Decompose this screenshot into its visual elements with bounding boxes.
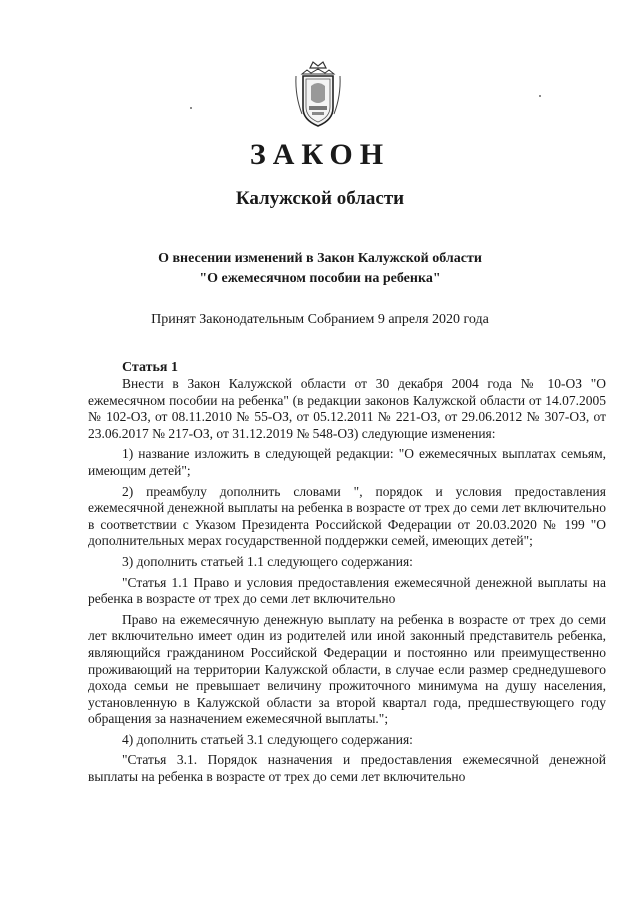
scan-speck <box>190 107 192 109</box>
paragraph-item-1: 1) название изложить в следующей редакции: "О ежемесячных выплатах семьям, имеющим детей"; <box>88 446 606 478</box>
paragraph-item-4: 4) дополнить статьей 3.1 следующего содержания: <box>122 731 413 747</box>
coat-of-arms-emblem <box>293 60 343 128</box>
article-body <box>88 376 606 790</box>
adoption-note: Принят Законодательным Собранием 9 апреля 2020 года <box>151 312 489 327</box>
paragraph-item-3: 3) дополнить статьей 1.1 следующего содержания: <box>122 553 413 569</box>
paragraph-article-3-1-heading: "Статья 3.1. Порядок назначения и предоставления ежемесячной денежной выплаты на ребенка в возрасте от трех до семи лет включительно <box>88 752 606 785</box>
paragraph-article-1-1-text: Право на ежемесячную денежную выплату на ребенка в возрасте от трех до семи лет включительно имеет один из родителей или иной законный представитель ребенка, являющийся гражданином Российской Федерации и постоянно или преимущественно проживающий на территории Калужской области, в случае если размер среднедушевого дохода семьи не превышает величину прожиточного минимума на душу населения, установленную в Калужской области за второй квартал года, предшествующего году обращения за назначением ежемесячной выплаты."; <box>88 611 606 727</box>
scan-speck <box>539 95 541 97</box>
law-subject <box>0 249 640 289</box>
paragraph-item-2: 2) преамбулу дополнить словами ", порядок и условия предоставления ежемесячной денежной выплаты на ребенка в возрасте от трех до семи лет включительно в соответствии с Указом Президента Российской Федерации от 20.03.2020 № 199 "О дополнительных мерах государственной поддержки семей, имеющих детей"; <box>88 483 606 549</box>
document-title: ЗАКОН <box>249 138 391 171</box>
paragraph-intro: Внести в Закон Калужской области от 30 декабря 2004 года № 10-ОЗ "О ежемесячном пособии на ребенка" (в редакции законов Калужской области от 14.07.2005 № 102-ОЗ, от 08.11.2010 № 55-ОЗ, от 05.12.2011 № 221-ОЗ, от 29.06.2012 № 307-ОЗ, от 23.06.2017 № 217-ОЗ, от 31.12.2019 № 548-ОЗ) следующие изменения: <box>88 376 606 441</box>
document-region: Калужской области <box>235 188 405 209</box>
law-subject-line-2: "О ежемесячном пособии на ребенка" <box>199 271 441 286</box>
article-heading: Статья 1 <box>122 360 178 375</box>
paragraph-article-1-1-heading: "Статья 1.1 Право и условия предоставления ежемесячной денежной выплаты на ребенка в возрасте от трех до семи лет включительно <box>88 574 606 607</box>
law-subject-line-1: О внесении изменений в Закон Калужской области <box>158 251 482 266</box>
